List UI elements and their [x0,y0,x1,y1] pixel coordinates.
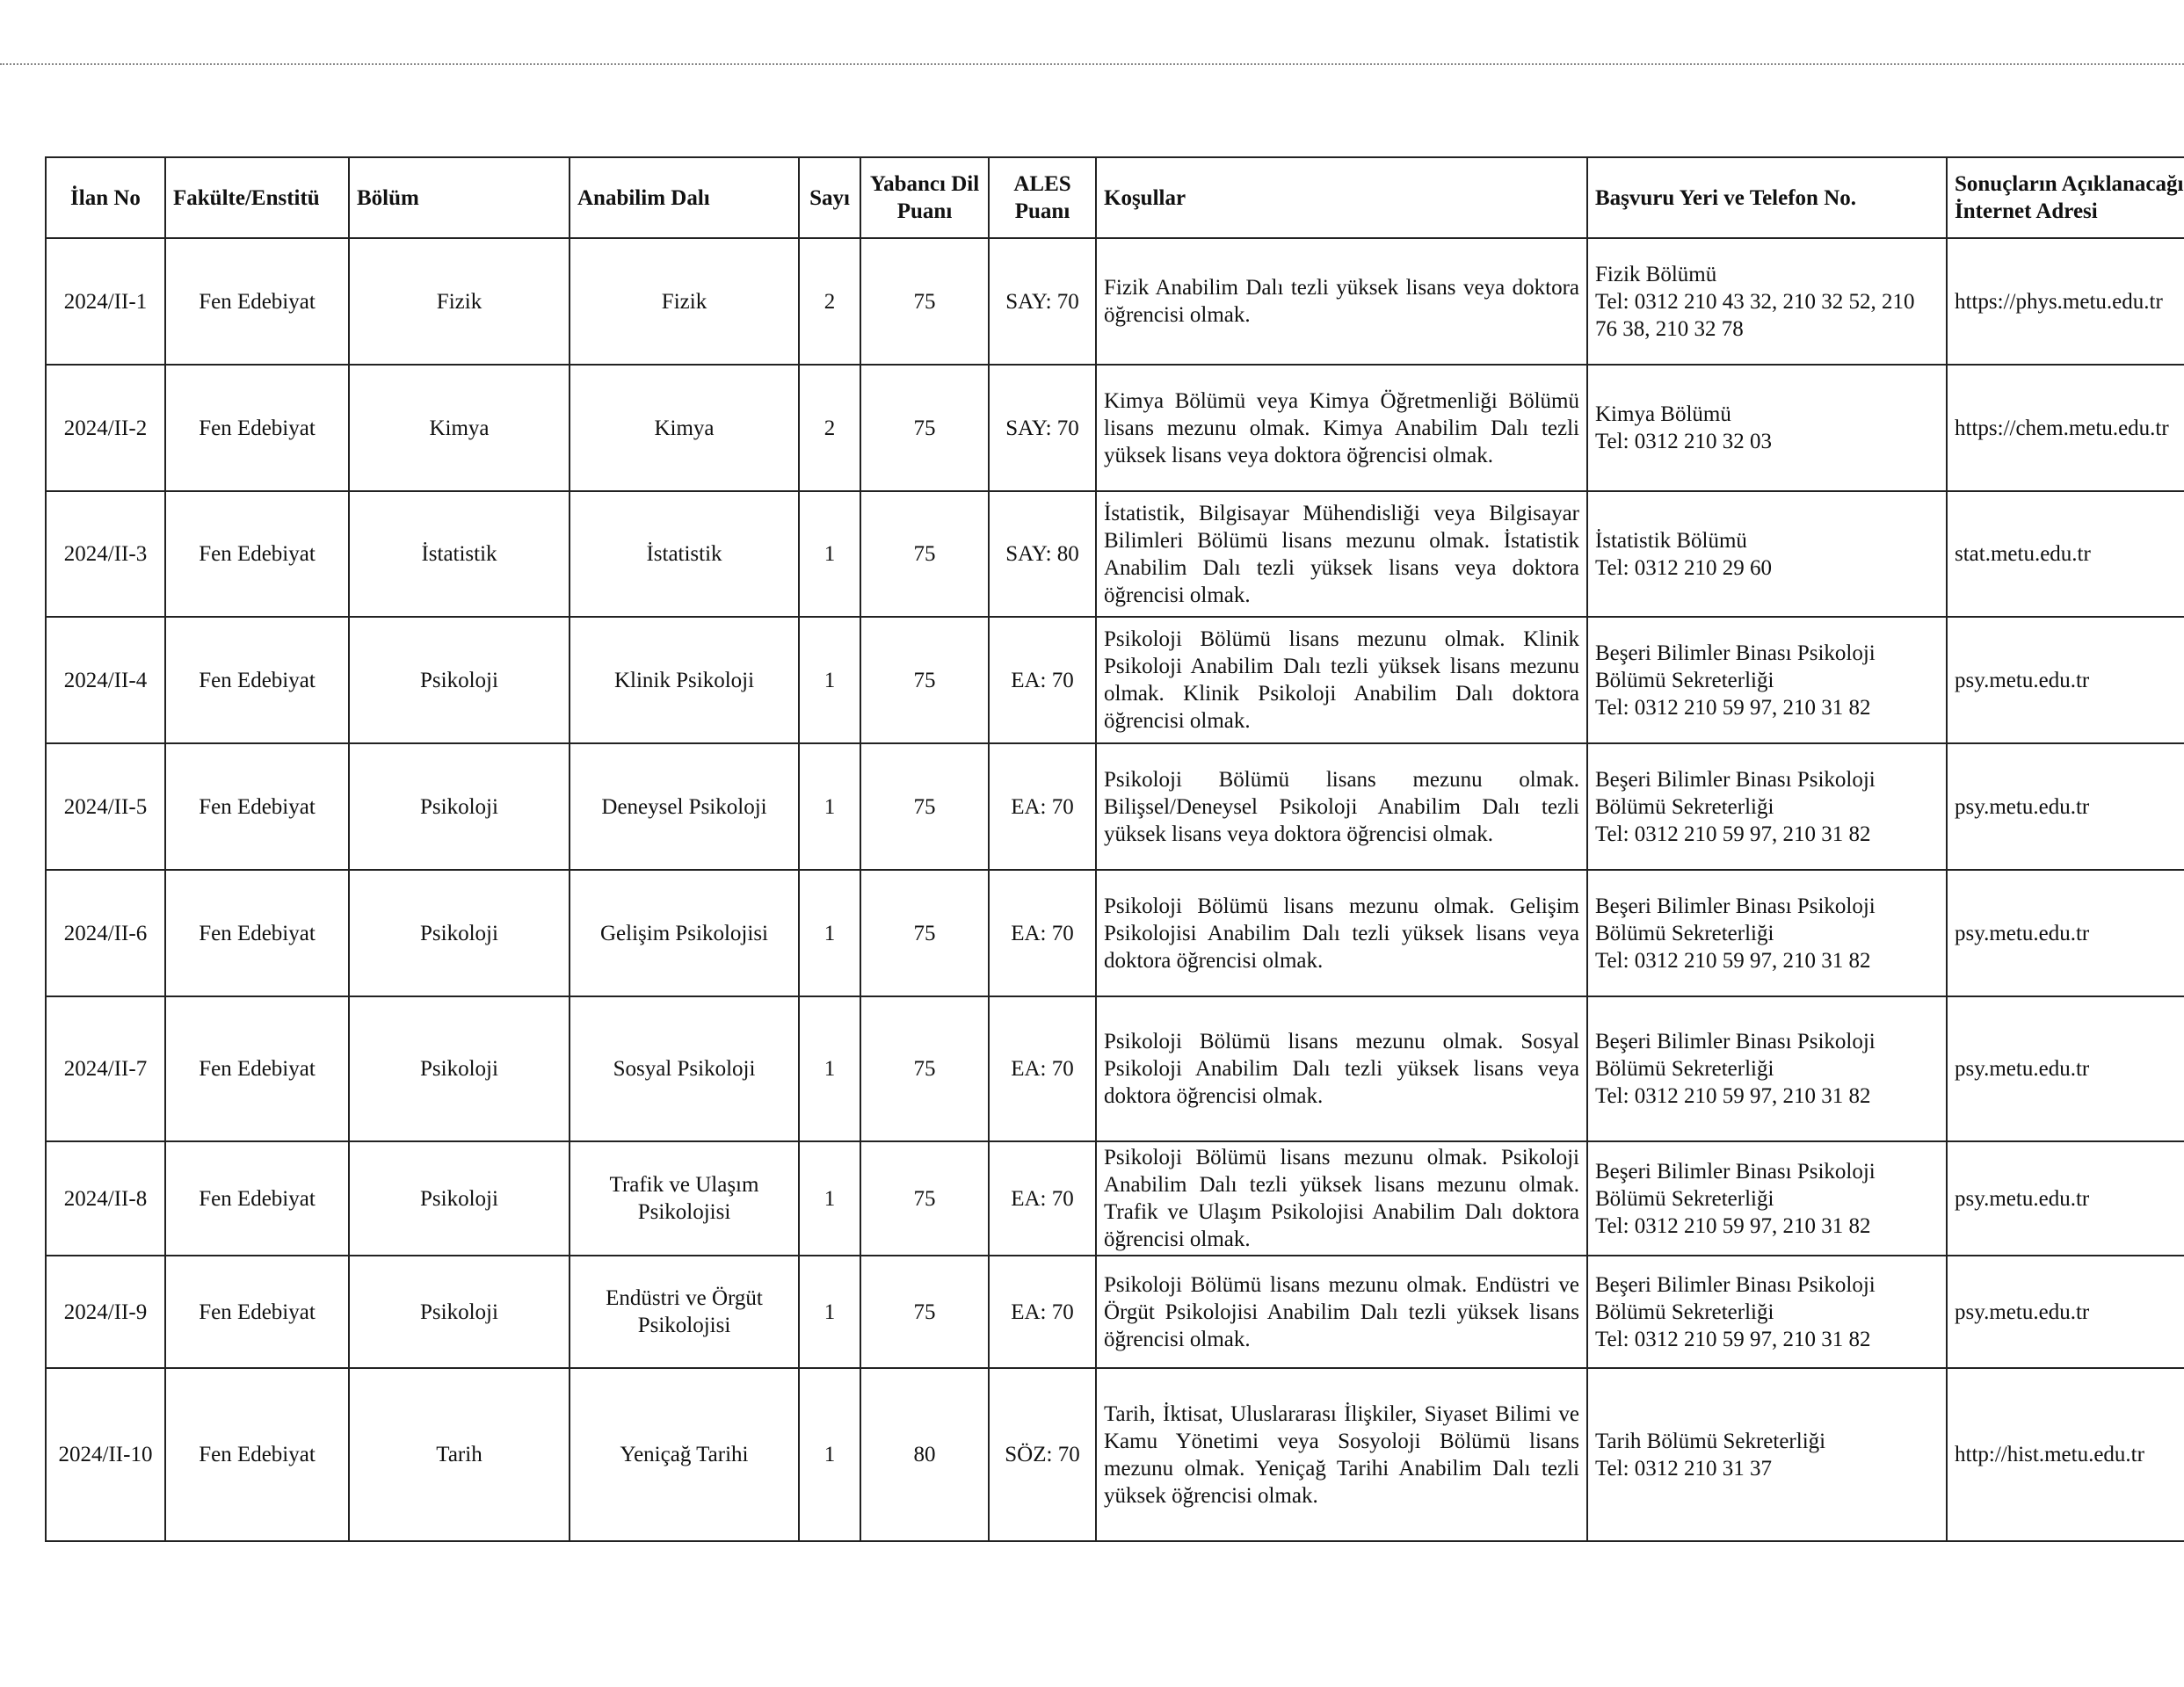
cell-fakulte: Fen Edebiyat [165,743,349,870]
cell-sayi: 1 [799,743,860,870]
cell-basvuru [1587,1141,1947,1256]
cell-yabanci-dil-puani: 75 [860,238,989,365]
header-yabanci-dil: Yabancı Dil Puanı [860,157,989,238]
cell-ales-puani: EA: 70 [989,743,1096,870]
telefon: Tel: 0312 210 59 97, 210 31 82 [1595,822,1871,846]
cell-sayi: 1 [799,1256,860,1368]
header-anabilim-dali: Anabilim Dalı [570,157,799,238]
cell-ilan-no: 2024/II-4 [46,617,165,743]
cell-basvuru [1587,1256,1947,1368]
cell-ales-puani: EA: 70 [989,1141,1096,1256]
cell-yabanci-dil-puani: 75 [860,743,989,870]
cell-fakulte: Fen Edebiyat [165,365,349,491]
basvuru-yeri: Beşeri Bilimler Binası Psikoloji Bölümü Sekreterliği [1595,894,1876,945]
telefon: Tel: 0312 210 59 97, 210 31 82 [1595,948,1871,973]
cell-anabilim-dali: Endüstri ve Örgüt Psikolojisi [570,1256,799,1368]
cell-ilan-no: 2024/II-1 [46,238,165,365]
telefon: Tel: 0312 210 59 97, 210 31 82 [1595,1213,1871,1238]
telefon: Tel: 0312 210 29 60 [1595,555,1773,580]
cell-bolum: Psikoloji [349,617,570,743]
cell-yabanci-dil-puani: 75 [860,996,989,1141]
header-internet-adresi: Sonuçların Açıklanacağı İnternet Adresi [1947,157,2184,238]
cell-anabilim-dali: İstatistik [570,491,799,617]
basvuru-yeri: Fizik Bölümü [1595,262,1717,286]
telefon: Tel: 0312 210 32 03 [1595,430,1773,453]
job-posting-table [45,156,2184,1542]
cell-sayi: 1 [799,1141,860,1256]
basvuru-yeri: Tarih Bölümü Sekreterliği [1595,1429,1826,1453]
cell-basvuru [1587,1368,1947,1541]
cell-anabilim-dali: Trafik ve Ulaşım Psikolojisi [570,1141,799,1256]
cell-kosullar: Psikoloji Bölümü lisans mezunu olmak. Gelişim Psikolojisi Anabilim Dalı tezli yüksek lisans veya doktora öğrencisi olmak. [1096,870,1587,996]
header-sayi: Sayı [799,157,860,238]
cell-yabanci-dil-puani: 75 [860,617,989,743]
cell-internet-adresi[interactable]: http://hist.metu.edu.tr [1947,1368,2184,1541]
cell-sayi: 1 [799,617,860,743]
cell-internet-adresi[interactable]: https://chem.metu.edu.tr [1947,365,2184,491]
telefon: Tel: 0312 210 59 97, 210 31 82 [1595,1327,1871,1351]
table-row [46,870,2184,996]
cell-bolum: Tarih [349,1368,570,1541]
cell-sayi: 2 [799,238,860,365]
table-row [46,1141,2184,1256]
cell-ilan-no: 2024/II-8 [46,1141,165,1256]
cell-kosullar: Psikoloji Bölümü lisans mezunu olmak. Psikoloji Anabilim Dalı tezli yüksek lisans mezunu olmak. Trafik ve Ulaşım Psikolojisi Anabilim Dalı doktora öğrencisi olmak. [1096,1141,1587,1256]
cell-ales-puani: EA: 70 [989,996,1096,1141]
cell-bolum: Psikoloji [349,743,570,870]
cell-anabilim-dali: Klinik Psikoloji [570,617,799,743]
cell-anabilim-dali: Deneysel Psikoloji [570,743,799,870]
cell-kosullar: Psikoloji Bölümü lisans mezunu olmak. Sosyal Psikoloji Anabilim Dalı tezli yüksek lisans veya doktora öğrencisi olmak. [1096,996,1587,1141]
cell-sayi: 1 [799,491,860,617]
cell-sayi: 2 [799,365,860,491]
cell-sayi: 1 [799,996,860,1141]
table-row [46,491,2184,617]
basvuru-yeri: Beşeri Bilimler Binası Psikoloji Bölümü Sekreterliği [1595,767,1876,819]
table-row [46,617,2184,743]
cell-ilan-no: 2024/II-9 [46,1256,165,1368]
cell-ilan-no: 2024/II-7 [46,996,165,1141]
cell-sayi: 1 [799,870,860,996]
table-row [46,1256,2184,1368]
cell-fakulte: Fen Edebiyat [165,996,349,1141]
basvuru-yeri: Beşeri Bilimler Binası Psikoloji Bölümü Sekreterliği [1595,1030,1876,1081]
telefon: Tel: 0312 210 43 32, 210 32 52, 210 76 38, 210 32 78 [1595,289,1915,341]
cell-ales-puani: SÖZ: 70 [989,1368,1096,1541]
cell-internet-adresi[interactable]: psy.metu.edu.tr [1947,1256,2184,1368]
cell-internet-adresi[interactable]: psy.metu.edu.tr [1947,996,2184,1141]
basvuru-yeri: Kimya Bölümü [1595,402,1731,426]
cell-ales-puani: EA: 70 [989,1256,1096,1368]
cell-anabilim-dali: Yeniçağ Tarihi [570,1368,799,1541]
cell-basvuru [1587,491,1947,617]
cell-bolum: Psikoloji [349,996,570,1141]
cell-ales-puani: SAY: 80 [989,491,1096,617]
cell-yabanci-dil-puani: 75 [860,1141,989,1256]
cell-basvuru [1587,996,1947,1141]
header-row [46,157,2184,238]
cell-basvuru [1587,365,1947,491]
cell-anabilim-dali: Sosyal Psikoloji [570,996,799,1141]
cell-bolum: Psikoloji [349,1141,570,1256]
cell-ales-puani: EA: 70 [989,870,1096,996]
cell-yabanci-dil-puani: 75 [860,365,989,491]
cell-internet-adresi[interactable]: psy.metu.edu.tr [1947,743,2184,870]
cell-basvuru [1587,238,1947,365]
cell-basvuru [1587,617,1947,743]
cell-fakulte: Fen Edebiyat [165,491,349,617]
cell-bolum: Fizik [349,238,570,365]
cell-yabanci-dil-puani: 80 [860,1368,989,1541]
basvuru-yeri: İstatistik Bölümü [1595,528,1747,553]
page-top-rule [0,63,2184,65]
cell-kosullar: Tarih, İktisat, Uluslararası İlişkiler, Siyaset Bilimi ve Kamu Yönetimi veya Sosyoloji Bölümü lisans mezunu olmak. Yeniçağ Tarihi Anabilim Dalı tezli yüksek öğrencisi olmak. [1096,1368,1587,1541]
cell-kosullar: Psikoloji Bölümü lisans mezunu olmak. Endüstri ve Örgüt Psikolojisi Anabilim Dalı tezli yüksek lisans öğrencisi olmak. [1096,1256,1587,1368]
table-row [46,996,2184,1141]
cell-kosullar: Fizik Anabilim Dalı tezli yüksek lisans veya doktora öğrencisi olmak. [1096,238,1587,365]
cell-ales-puani: SAY: 70 [989,365,1096,491]
cell-ales-puani: EA: 70 [989,617,1096,743]
telefon: Tel: 0312 210 59 97, 210 31 82 [1595,695,1871,720]
cell-ilan-no: 2024/II-2 [46,365,165,491]
cell-ilan-no: 2024/II-6 [46,870,165,996]
header-fakulte: Fakülte/Enstitü [165,157,349,238]
header-ales: ALES Puanı [989,157,1096,238]
basvuru-yeri: Beşeri Bilimler Binası Psikoloji Bölümü Sekreterliği [1595,641,1876,692]
cell-fakulte: Fen Edebiyat [165,1256,349,1368]
telefon: Tel: 0312 210 59 97, 210 31 82 [1595,1084,1871,1108]
cell-kosullar: İstatistik, Bilgisayar Mühendisliği veya Bilgisayar Bilimleri Bölümü lisans mezunu olmak. İstatistik Anabilim Dalı tezli yüksek lisans veya doktora öğrencisi olmak. [1096,491,1587,617]
cell-kosullar: Psikoloji Bölümü lisans mezunu olmak. Bilişsel/Deneysel Psikoloji Anabilim Dalı tezli yüksek lisans veya doktora öğrencisi olmak. [1096,743,1587,870]
cell-sayi: 1 [799,1368,860,1541]
basvuru-yeri: Beşeri Bilimler Binası Psikoloji Bölümü Sekreterliği [1595,1159,1876,1211]
cell-internet-adresi[interactable]: psy.metu.edu.tr [1947,870,2184,996]
cell-basvuru [1587,743,1947,870]
cell-fakulte: Fen Edebiyat [165,1141,349,1256]
cell-fakulte: Fen Edebiyat [165,238,349,365]
header-bolum: Bölüm [349,157,570,238]
cell-bolum: Kimya [349,365,570,491]
cell-bolum: Psikoloji [349,870,570,996]
cell-ales-puani: SAY: 70 [989,238,1096,365]
table-row [46,1368,2184,1541]
header-ilan-no: İlan No [46,157,165,238]
table-row [46,238,2184,365]
cell-anabilim-dali: Gelişim Psikolojisi [570,870,799,996]
cell-bolum: İstatistik [349,491,570,617]
cell-fakulte: Fen Edebiyat [165,870,349,996]
cell-internet-adresi[interactable]: psy.metu.edu.tr [1947,1141,2184,1256]
cell-fakulte: Fen Edebiyat [165,1368,349,1541]
cell-bolum: Psikoloji [349,1256,570,1368]
cell-internet-adresi[interactable]: stat.metu.edu.tr [1947,491,2184,617]
table-row [46,743,2184,870]
cell-fakulte: Fen Edebiyat [165,617,349,743]
cell-anabilim-dali: Kimya [570,365,799,491]
cell-yabanci-dil-puani: 75 [860,491,989,617]
cell-ilan-no: 2024/II-10 [46,1368,165,1541]
header-basvuru: Başvuru Yeri ve Telefon No. [1587,157,1947,238]
header-kosullar: Koşullar [1096,157,1587,238]
cell-kosullar: Kimya Bölümü veya Kimya Öğretmenliği Bölümü lisans mezunu olmak. Kimya Anabilim Dalı tezli yüksek lisans veya doktora öğrencisi olmak. [1096,365,1587,491]
telefon: Tel: 0312 210 31 37 [1595,1456,1773,1481]
table-row [46,365,2184,491]
cell-yabanci-dil-puani: 75 [860,1256,989,1368]
cell-basvuru [1587,870,1947,996]
cell-anabilim-dali: Fizik [570,238,799,365]
cell-internet-adresi[interactable]: psy.metu.edu.tr [1947,617,2184,743]
basvuru-yeri: Beşeri Bilimler Binası Psikoloji Bölümü Sekreterliği [1595,1272,1876,1324]
cell-internet-adresi[interactable]: https://phys.metu.edu.tr [1947,238,2184,365]
cell-ilan-no: 2024/II-5 [46,743,165,870]
cell-yabanci-dil-puani: 75 [860,870,989,996]
cell-kosullar: Psikoloji Bölümü lisans mezunu olmak. Klinik Psikoloji Anabilim Dalı tezli yüksek lisans mezunu olmak. Klinik Psikoloji Anabilim Dalı doktora öğrencisi olmak. [1096,617,1587,743]
cell-ilan-no: 2024/II-3 [46,491,165,617]
